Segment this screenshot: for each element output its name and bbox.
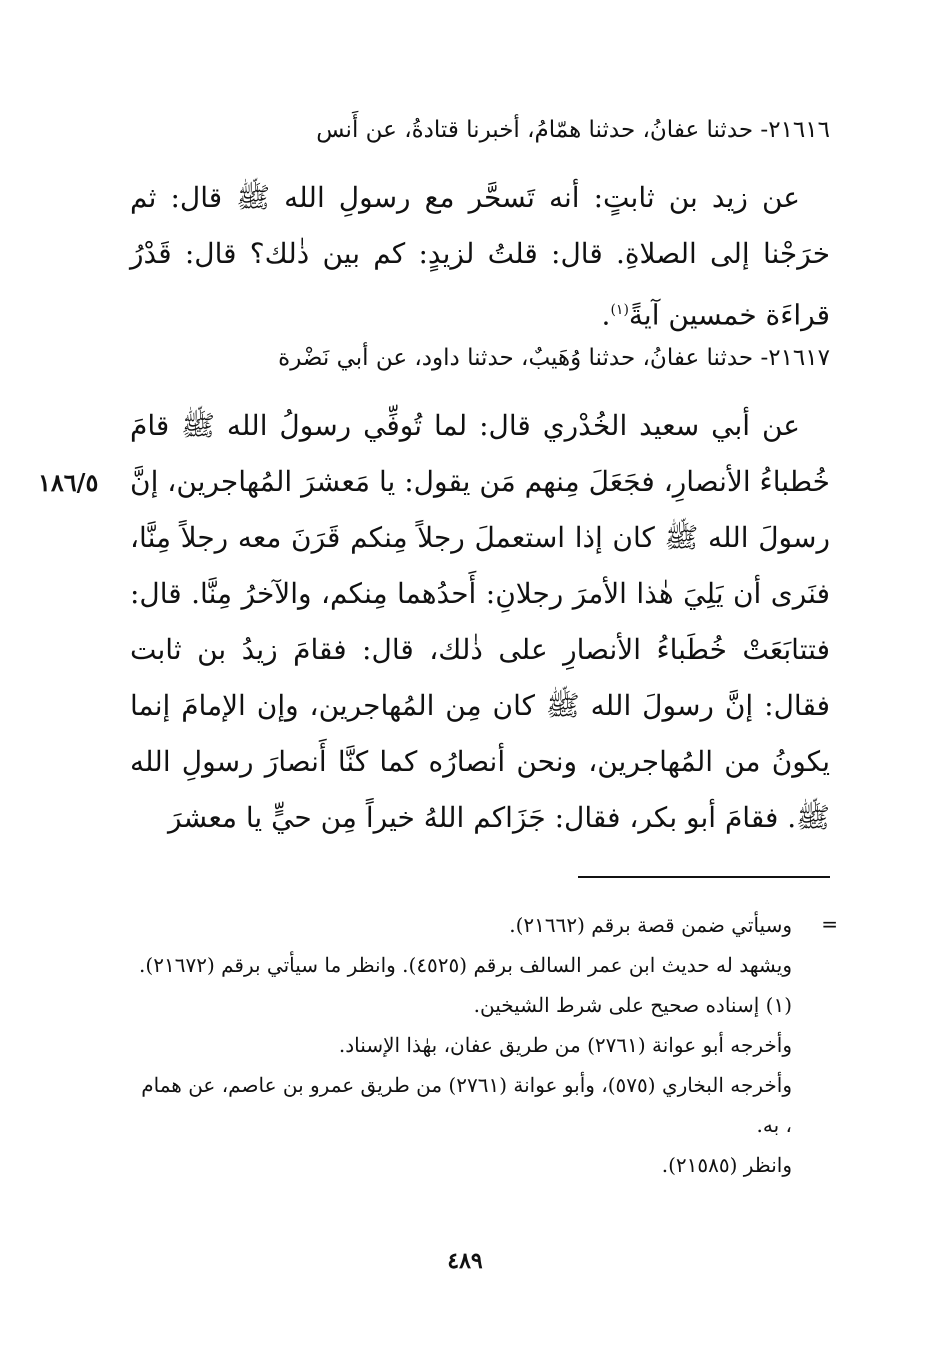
hadith-21617-chain: ٢١٦١٧- حدثنا عفانُ، حدثنا وُهَيبٌ، حدثنا داود، عن أبي نَضْرة <box>278 345 830 371</box>
footnotes <box>130 905 830 1185</box>
hadith-21616-text <box>130 170 830 343</box>
hadith-21617-paragraph: عن أبي سعيد الخُدْري قال: لما تُوفِّي رسولُ الله ﷺ قامَ خُطباءُ الأنصارِ، فجَعَلَ مِنهم مَن يقول: يا مَعشرَ المُهاجرين، إنَّ رسولَ الله ﷺ كان إذا استعملَ رجلاً مِنكم قَرَنَ معه رجلاً مِنَّا، فنَرى أن يَلِيَ هٰذا الأمرَ رجلانِ: أَحدُهما مِنكم، والآخرُ مِنَّا. قال: فتتابَعَتْ خُطَباءُ الأنصارِ على ذٰلك، قال: فقامَ زيدُ بن ثابت فقال: إنَّ رسولَ الله ﷺ كان مِن المُهاجرين، وإن الإمامَ إنما يكونُ من المُهاجرين، ونحن أنصارُه كما كنَّا أَنصارَ رسولِ الله ﷺ. فقامَ أبو بكر، فقال: جَزَاكم اللهُ خيراً مِن حيٍّ يا معشرَ <box>130 409 830 834</box>
footnote-separator <box>578 876 830 878</box>
page-number: ٤٨٩ <box>447 1248 483 1274</box>
hadith-21616-paragraph <box>130 170 830 343</box>
hadith-21616-end: . <box>601 298 611 332</box>
hadith-21616-body: عن زيد بن ثابتٍ: أنه تَسحَّر مع رسولِ الله ﷺ قال: ثم خرَجْنا إلى الصلاةِ. قال: قلتُ لزيدٍ: كم بين ذٰلك؟ قال: قَدْرُ قراءَة خمسين آيةً <box>130 181 830 332</box>
footnote-line: (١) إسناده صحيح على شرط الشيخين. <box>473 993 792 1017</box>
footnote-line: وانظر (٢١٥٨٥). <box>661 1153 792 1177</box>
footnote-line: وأخرجه البخاري (٥٧٥)، وأبو عوانة (٢٧٦١) من طريق عمرو بن عاصم، عن همام ، به. <box>141 1073 792 1137</box>
footnote-reference-1: (١) <box>610 302 629 318</box>
hadith-21616-chain: ٢١٦١٦- حدثنا عفانُ، حدثنا همّامُ، أخبرنا قتادةُ، عن أَنس <box>316 117 830 143</box>
footnote-continuation-marker: = <box>821 912 838 936</box>
footnote-line: ويشهد له حديث ابن عمر السالف برقم (٤٥٢٥). وانظر ما سيأتي برقم (٢١٦٧٢). <box>139 953 792 977</box>
footnote-line: وأخرجه أبو عوانة (٢٧٦١) من طريق عفان، بهٰذا الإسناد. <box>338 1033 792 1057</box>
footnote-line: وسيأتي ضمن قصة برقم (٢١٦٦٢). <box>509 913 792 937</box>
hadith-21617-text <box>130 398 830 846</box>
margin-reference: ١٨٦/٥ <box>38 468 99 497</box>
